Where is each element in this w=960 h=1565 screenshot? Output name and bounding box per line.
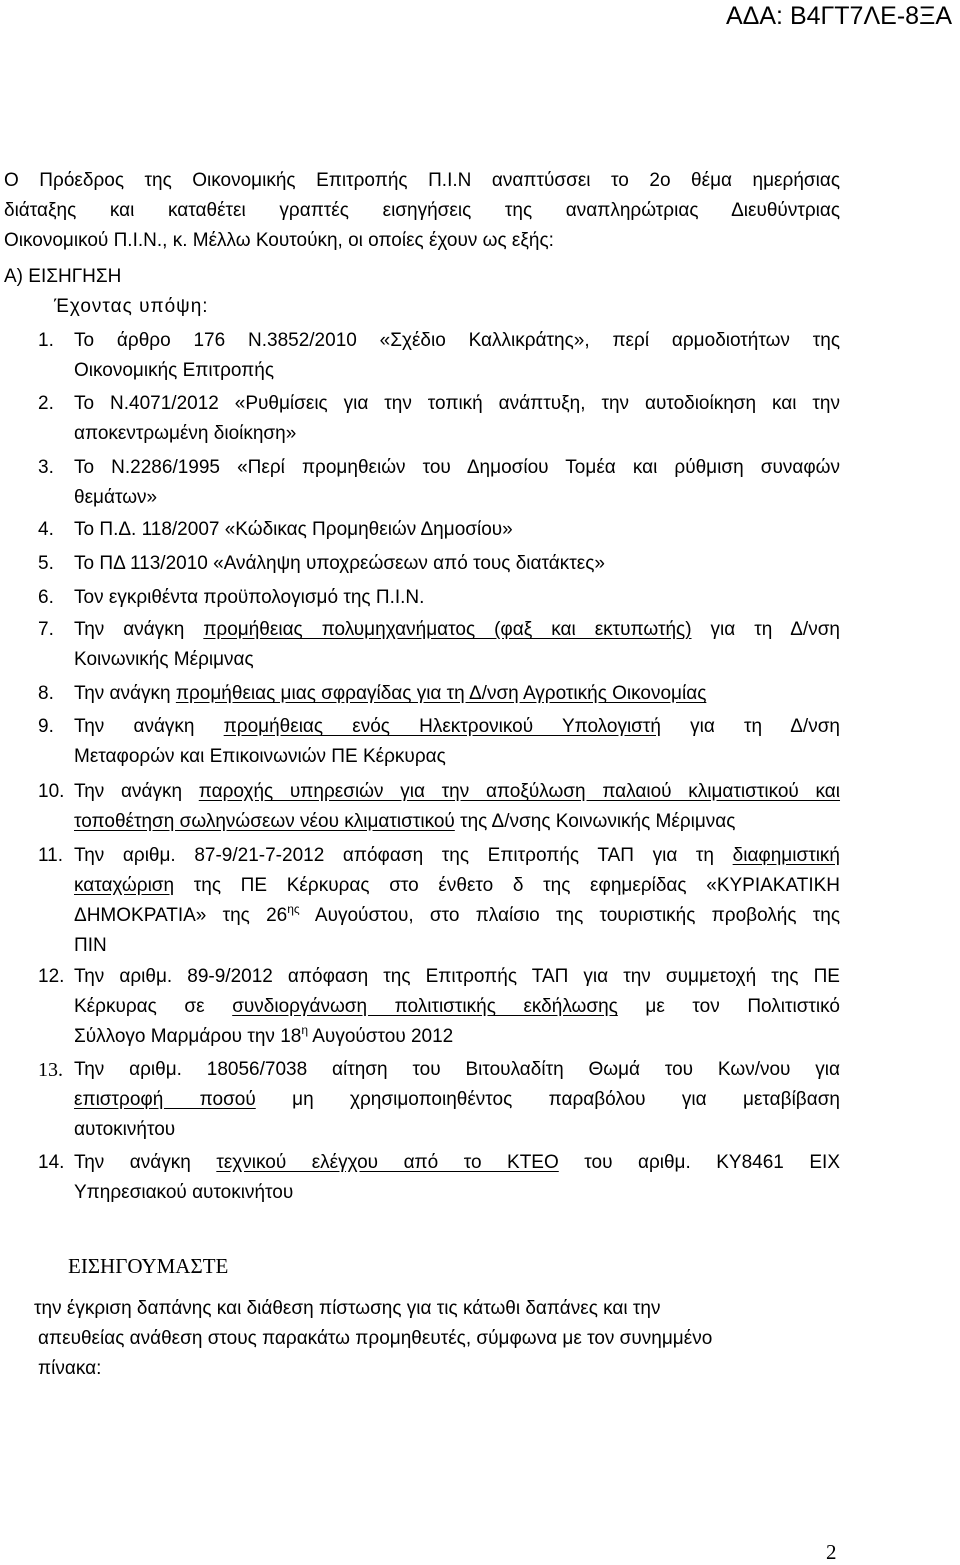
intro-paragraph [4,166,840,256]
item-text [74,615,840,675]
item-text-fragment: Αυγούστου, στο πλαίσιο της τουριστικής προβολής της [299,905,840,926]
item-line: Τον εγκριθέντα προϋπολογισμό της Π.Ι.Ν. [74,587,425,608]
item-line [74,901,840,931]
proposal-heading: ΕΙΣΗΓΟΥΜΑΣΤΕ [68,1254,229,1278]
item-text [74,679,840,709]
item-text-fragment: του αριθμ. ΚΥ8461 ΕΙΧ [558,1152,840,1173]
item-line: ΠΙΝ [74,935,107,956]
item-number: 6. [38,587,54,608]
item-line: Μεταφορών και Επικοινωνιών ΠΕ Κέρκυρας [74,746,446,767]
item-line [74,811,735,832]
item-text-fragment: της ΠΕ Κέρκυρας στο ένθετο δ της εφημερίδας «ΚΥΡΙΑΚΑΤΙΚΗ [174,875,840,896]
underlined-subject: συνδιοργάνωση πολιτιστικής εκδήλωσης [232,996,618,1017]
item-text [74,583,840,613]
underlined-subject: παροχής υπηρεσιών για την αποξύλωση παλαιού κλιματιστικού και [198,781,841,802]
item-number: 9. [38,716,54,737]
item-text [74,841,840,961]
item-number: 14. [38,1152,65,1173]
item-text-fragment: ΔΗΜΟΚΡΑΤΙΑ» της 26 [74,905,288,926]
item-text-fragment: με τον Πολιτιστικό [617,996,840,1017]
proposal-line-2: απευθείας ανάθεση στους παρακάτω προμηθευτές, σύμφωνα με τον συνημμένο [38,1328,713,1349]
item-line [74,1023,454,1047]
item-line: Οικονομικής Επιτροπής [74,360,275,381]
item-text [74,777,840,837]
item-line: Την αριθμ. 89-9/2012 απόφαση της Επιτροπής ΤΑΠ για την συμμετοχή της ΠΕ [74,966,840,987]
item-number: 1. [38,330,54,351]
item-line: Το Ν.4071/2012 «Ρυθμίσεις για την τοπική ανάπτυξη, την αυτοδιοίκηση και την [74,393,840,414]
item-number: 12. [38,966,65,987]
item-text [74,326,840,386]
item-line [74,841,840,871]
item-number: 2. [38,393,54,414]
considering-label: Έχοντας υπόψη: [54,296,209,317]
item-text-fragment: Την ανάγκη [74,1152,217,1173]
item-text-fragment: Κέρκυρας σε [74,996,233,1017]
item-text [74,453,840,513]
section-heading: Α) ΕΙΣΗΓΗΣΗ [4,266,122,287]
item-number: 3. [38,457,54,478]
intro-line-3: Οικονομικού Π.Ι.Ν., κ. Μέλλω Κουτούκη, οι οποίες έχουν ως εξής: [4,230,554,251]
item-number: 13. [38,1059,63,1081]
item-text [74,515,840,545]
item-text [74,1055,840,1145]
item-line: Κοινωνικής Μέριμνας [74,649,254,670]
item-text-fragment: Την ανάγκη [74,781,199,802]
item-line: αποκεντρωμένη διοίκηση» [74,423,297,444]
item-line [74,1148,840,1178]
item-line [74,871,840,901]
proposal-line-3: πίνακα: [38,1358,102,1379]
item-line [74,777,840,807]
underlined-subject: επιστροφή ποσού [74,1089,256,1110]
item-text-fragment: μη χρησιμοποιηθέντος παραβόλου για μεταβίβαση [255,1089,840,1110]
item-text-fragment: Σύλλογο Μαρμάρου την 18 [74,1026,302,1047]
item-text-fragment: Αυγούστου 2012 [308,1026,454,1047]
item-line [74,615,840,645]
item-text-fragment: της Δ/νσης Κοινωνικής Μέριμνας [454,811,736,832]
item-text-fragment: Την ανάγκη [74,683,176,704]
item-line: αυτοκινήτου [74,1119,176,1140]
item-number: 8. [38,683,54,704]
intro-line-1: Ο Πρόεδρος της Οικονομικής Επιτροπής Π.Ι.Ν αναπτύσσει το 2ο θέμα ημερήσιας [4,170,840,191]
page-number: 2 [826,1540,837,1564]
item-number: 11. [38,845,64,866]
underlined-subject: καταχώριση [74,875,175,896]
underlined-subject: προμήθειας πολυμηχανήματος (φαξ και εκτυπωτής) [203,619,692,640]
item-text-fragment: Την ανάγκη [74,716,224,737]
item-text-fragment: για τη Δ/νση [691,619,841,640]
item-line [74,683,706,704]
underlined-subject: προμήθειας ενός Ηλεκτρονικού Υπολογιστή [223,716,661,737]
item-number: 7. [38,619,54,640]
item-line: Υπηρεσιακού αυτοκινήτου [74,1182,294,1203]
item-line [74,1085,840,1115]
item-line [74,992,840,1022]
ada-code: ΑΔΑ: Β4ΓΤ7ΛΕ-8ΞΑ [726,2,952,30]
intro-line-2: διάταξης και καταθέτει γραπτές εισηγήσεις της αναπληρώτριας Διευθύντριας [4,200,840,221]
item-text-fragment: Την αριθμ. 87-9/21-7-2012 απόφαση της Επιτροπής ΤΑΠ για τη [74,845,733,866]
item-line: Την αριθμ. 18056/7038 αίτηση του Βιτουλαδίτη Θωμά του Κων/νου για [74,1059,840,1080]
item-number: 4. [38,519,54,540]
item-text [74,549,840,579]
item-text [74,389,840,449]
item-text [74,712,840,772]
item-text-fragment: Την ανάγκη [74,619,204,640]
item-number: 10. [38,781,65,802]
item-line: Το ΠΔ 113/2010 «Ανάληψη υποχρεώσεων από τους διατάκτες» [74,553,605,574]
underlined-subject: προμήθειας μιας σφραγίδας για τη Δ/νση Αγροτικής Οικονομίας [175,683,707,704]
underlined-subject: διαφημιστική [732,845,840,866]
item-line: Το Π.Δ. 118/2007 «Κώδικας Προμηθειών Δημοσίου» [74,519,513,540]
item-text [74,962,840,1052]
item-number: 5. [38,553,54,574]
item-text [74,1148,840,1208]
item-text-fragment: για τη Δ/νση [660,716,840,737]
proposal-line-1: την έγκριση δαπάνης και διάθεση πίστωσης για τις κάτωθι δαπάνες και την [34,1298,661,1319]
underlined-subject: τεχνικού ελέγχου από το ΚΤΕΟ [216,1152,559,1173]
underlined-subject: τοποθέτηση σωληνώσεων νέου κλιματιστικού [74,811,455,832]
item-line: Το Ν.2286/1995 «Περί προμηθειών του Δημοσίου Τομέα και ρύθμιση συναφών [74,457,840,478]
item-line: Το άρθρο 176 Ν.3852/2010 «Σχέδιο Καλλικράτης», περί αρμοδιοτήτων της [74,330,840,351]
item-line: θεμάτων» [74,487,158,508]
proposal-paragraph [34,1294,824,1384]
ordinal-suffix: ης [287,902,300,916]
item-line [74,712,840,742]
ordinal-suffix: η [301,1023,309,1037]
